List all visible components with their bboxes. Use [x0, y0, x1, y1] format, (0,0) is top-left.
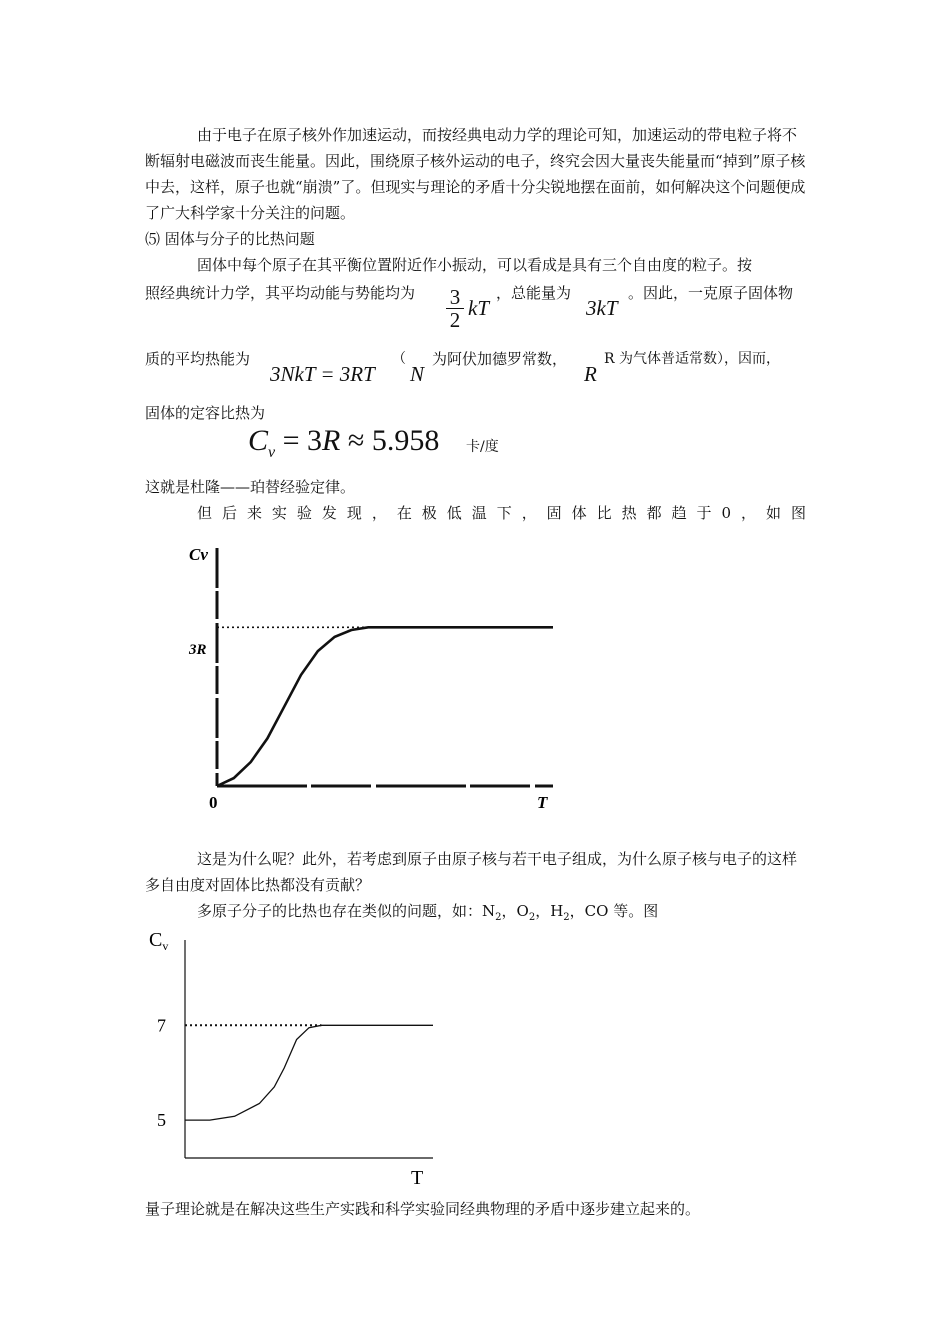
formula-kT: kT — [468, 296, 489, 320]
chart1-ylabel: Cv — [189, 545, 208, 564]
fraction-denominator: 2 — [449, 308, 461, 332]
chart2-xlabel: T — [411, 1167, 424, 1188]
formula-thermal-energy: 3NkT = 3RT — [270, 362, 375, 386]
fraction-three-halves — [446, 286, 464, 331]
fraction-numerator: 3 — [449, 285, 461, 309]
chart-solid-specific-heat — [185, 538, 565, 816]
chart2-series-line — [185, 1025, 433, 1120]
paragraph-polyatomic-molecules: 多原子分子的比热也存在类似的问题，如：$N_2$，$O_2$，$H_2$，CO 等。图 — [197, 902, 659, 923]
formula-cv: $C_v = 3R \approx 5.958$ — [248, 424, 440, 461]
paragraph-electron-radiation: 由于电子在原子核外作加速运动，而按经典电动力学的理论可知，加速运动的带电粒子将不断辐射电磁波而丧生能量。因此，围绕原子核外运动的电子，终究会因大量丧失能量而“掉到”原子核中去，这样，原子也就“崩溃”了。但现实与理论的矛盾十分尖锐地摆在面前，如何解决这个问题便成了广大科学家十分关注的问题。 — [145, 126, 806, 222]
avogadro-description: 为阿伏加德罗常数， — [432, 350, 568, 368]
cv-unit: 卡/度 — [466, 439, 499, 455]
paragraph-conclusion: 量子理论就是在解决这些生产实践和科学实验同经典物理的矛盾中逐步建立起来的。 — [145, 1200, 701, 1218]
paragraph-thermal-energy-text: 质的平均热能为 — [145, 350, 251, 368]
chart2-ytick-7: 7 — [157, 1015, 166, 1036]
chart1-series-line — [217, 627, 553, 786]
chart-molecular-specific-heat — [145, 922, 445, 1188]
paragraph-classical-stat-text: 照经典统计力学，其平均动能与势能均为 — [145, 284, 416, 302]
paragraph-nucleus-question: 这是为什么呢？此外，若考虑到原子由原子核与若干电子组成，为什么原子核与电子的这样多自由度对固体比热都没有贡献？ — [145, 850, 798, 894]
paragraph-specific-heat-text: 固体的定容比热为 — [145, 404, 266, 422]
gas-constant-description: R 为气体普适常数），因而， — [604, 351, 780, 367]
paragraph-total-energy-text: ，总能量为 — [496, 284, 572, 302]
chart2-ytick-5: 5 — [157, 1110, 166, 1131]
chart1-origin-label: 0 — [209, 793, 218, 812]
dulong-petit-law: 这就是杜隆——珀替经验定律。 — [145, 478, 356, 496]
symbol-R: R — [584, 362, 597, 386]
chart1-xlabel: T — [537, 793, 548, 812]
paragraph-solid-vibration-line1: 固体中每个原子在其平衡位置附近作小振动，可以看成是具有三个自由度的粒子。按 — [197, 256, 753, 274]
chart2-ylabel: $C_v$ — [149, 929, 169, 953]
chart2-ylabel-subscript: v — [162, 939, 169, 953]
paren-open: （ — [392, 351, 406, 367]
chart1-ref-label: 3R — [189, 642, 207, 658]
formula-total-energy: 3kT — [586, 296, 618, 320]
paragraph-gram-atom-text: 。因此，一克原子固体物 — [628, 284, 794, 302]
section-heading-specific-heat: ⑸ 固体与分子的比热问题 — [145, 230, 315, 248]
paragraph-low-temperature: 但后来实验发现，在极低温下，固体比热都趋于0，如图 — [197, 504, 807, 522]
symbol-N: N — [410, 362, 425, 386]
